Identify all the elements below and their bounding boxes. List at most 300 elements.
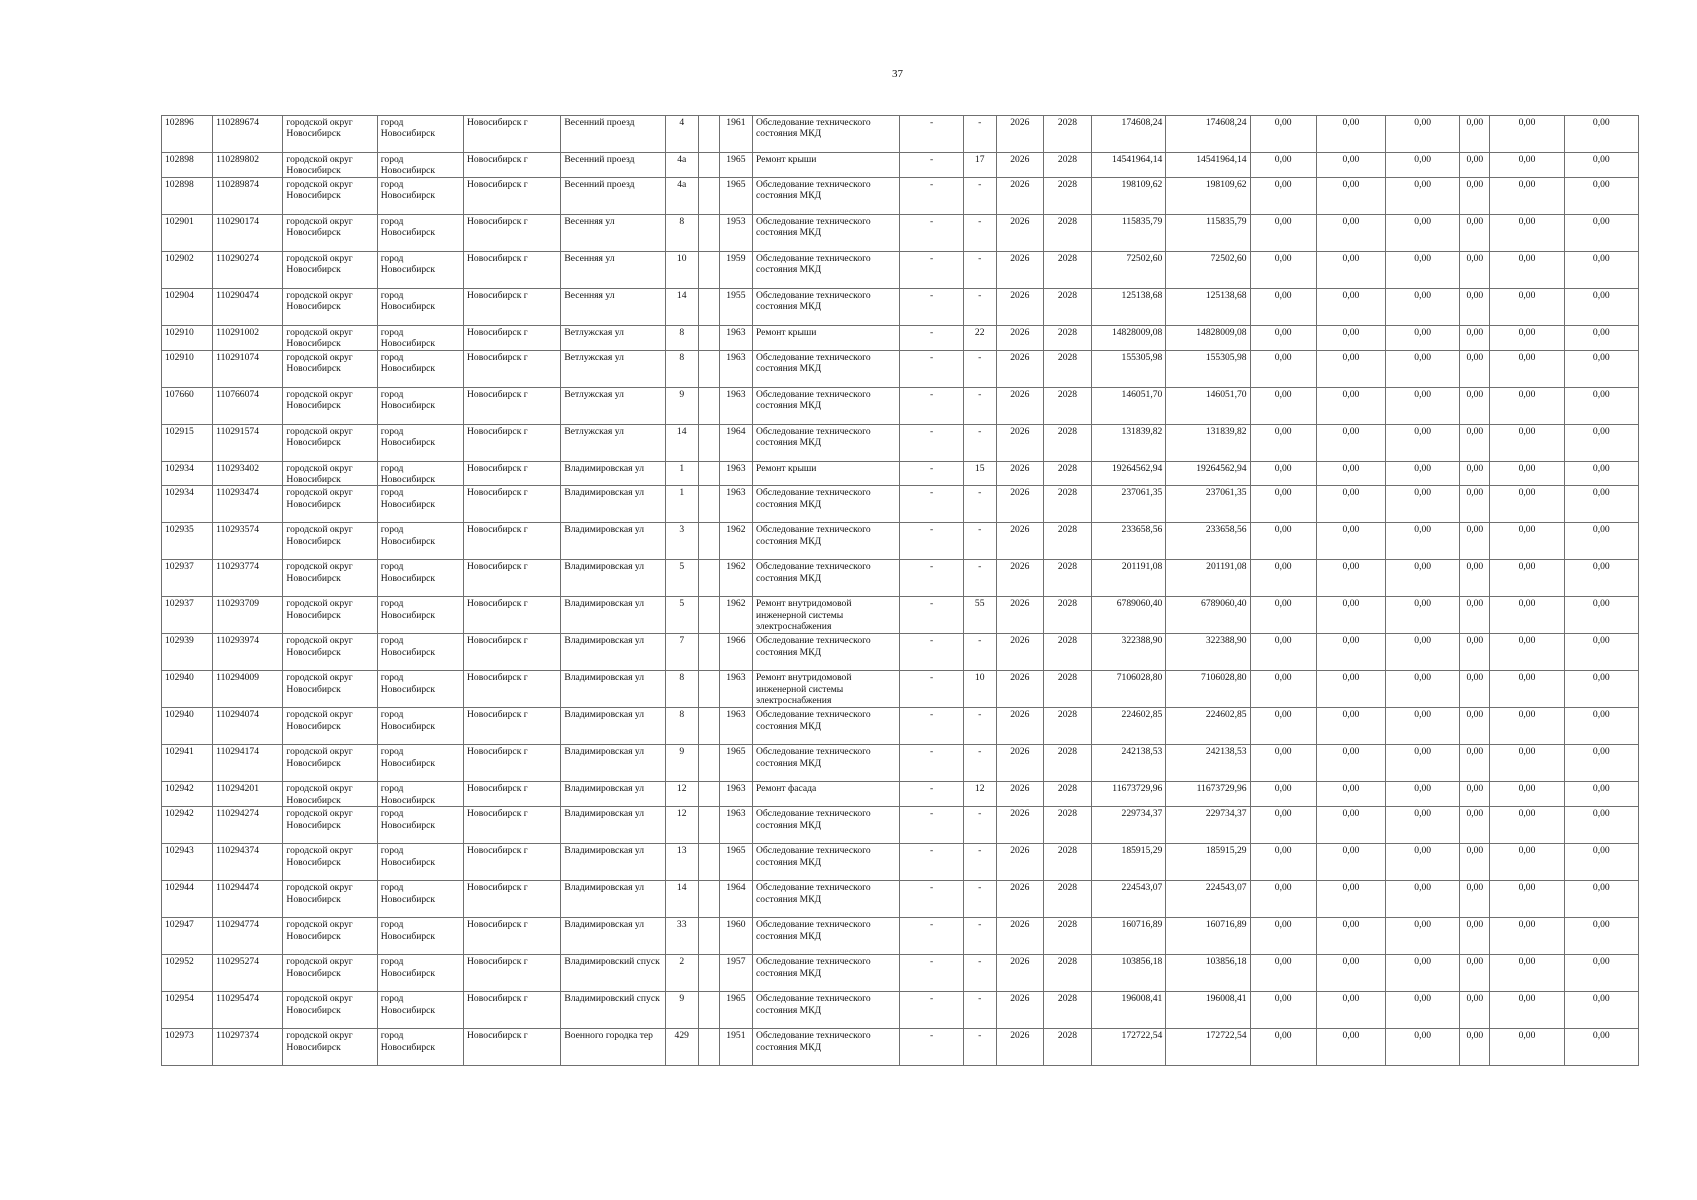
cell-cost-owners: 0,00: [1490, 560, 1564, 597]
cell-cost-owners: 0,00: [1490, 350, 1564, 387]
cell-settlement: город Новосибирск: [377, 918, 463, 955]
cell-unit: -: [900, 214, 963, 251]
table-row: [162, 177, 1639, 214]
cell-total-cost: 72502,60: [1092, 251, 1166, 288]
cell-building: [698, 881, 719, 918]
cell-work-type: Обследование технического состояния МКД: [752, 486, 899, 523]
cell-work-type: Обследование технического состояния МКД: [752, 560, 899, 597]
cell-total-cost: 172722,54: [1092, 1029, 1166, 1066]
cell-end-year: 2028: [1043, 214, 1091, 251]
cell-cost-other: 0,00: [1564, 782, 1638, 807]
cell-cost-owners-share: 0,00: [1460, 708, 1490, 745]
cell-cost-local: 0,00: [1386, 634, 1460, 671]
cell-cost-fund: 237061,35: [1166, 486, 1250, 523]
cell-unit: -: [900, 251, 963, 288]
cell-locality: Новосибирск г: [464, 782, 561, 807]
cell-cost-regional: 0,00: [1316, 214, 1385, 251]
cell-unit: -: [900, 597, 963, 634]
cell-end-year: 2028: [1043, 325, 1091, 350]
cell-cost-other: 0,00: [1564, 881, 1638, 918]
cell-object-id: 102954: [162, 992, 213, 1029]
table-row: [162, 560, 1639, 597]
cell-start-year: 2026: [996, 486, 1043, 523]
cell-cost-other: 0,00: [1564, 288, 1638, 325]
cell-building: [698, 1029, 719, 1066]
cell-cost-other: 0,00: [1564, 597, 1638, 634]
cell-street: Весенний проезд: [561, 116, 665, 153]
cell-end-year: 2028: [1043, 634, 1091, 671]
cell-year-built: 1962: [719, 560, 752, 597]
cell-start-year: 2026: [996, 708, 1043, 745]
cell-cost-federal: 0,00: [1250, 918, 1316, 955]
cell-municipal-district: городской округ Новосибирск: [283, 745, 377, 782]
cell-cost-regional: 0,00: [1316, 597, 1385, 634]
cell-cost-local: 0,00: [1386, 424, 1460, 461]
cell-cost-local: 0,00: [1386, 387, 1460, 424]
cell-total-cost: 19264562,94: [1092, 461, 1166, 486]
cell-object-id: 102937: [162, 597, 213, 634]
cell-settlement: город Новосибирск: [377, 153, 463, 178]
cell-end-year: 2028: [1043, 424, 1091, 461]
register-body: [162, 116, 1639, 1066]
cell-settlement: город Новосибирск: [377, 708, 463, 745]
cell-start-year: 2026: [996, 288, 1043, 325]
cell-locality: Новосибирск г: [464, 671, 561, 708]
cell-year-built: 1957: [719, 955, 752, 992]
cell-cost-owners-share: 0,00: [1460, 350, 1490, 387]
cell-object-id: 102896: [162, 116, 213, 153]
cell-building: [698, 955, 719, 992]
cell-settlement: город Новосибирск: [377, 387, 463, 424]
cell-municipal-district: городской округ Новосибирск: [283, 955, 377, 992]
cell-unit: -: [900, 745, 963, 782]
cell-total-cost: 322388,90: [1092, 634, 1166, 671]
cell-cost-regional: 0,00: [1316, 251, 1385, 288]
cell-work-type: Обследование технического состояния МКД: [752, 116, 899, 153]
cell-cost-owners-share: 0,00: [1460, 807, 1490, 844]
cell-work-id: 110290274: [213, 251, 283, 288]
cell-locality: Новосибирск г: [464, 350, 561, 387]
cell-end-year: 2028: [1043, 881, 1091, 918]
cell-work-id: 110293709: [213, 597, 283, 634]
cell-work-type: Обследование технического состояния МКД: [752, 214, 899, 251]
cell-locality: Новосибирск г: [464, 844, 561, 881]
cell-quantity: 55: [963, 597, 996, 634]
cell-cost-fund: 7106028,80: [1166, 671, 1250, 708]
cell-cost-local: 0,00: [1386, 745, 1460, 782]
cell-end-year: 2028: [1043, 918, 1091, 955]
cell-cost-other: 0,00: [1564, 560, 1638, 597]
cell-work-id: 110294474: [213, 881, 283, 918]
cell-cost-owners: 0,00: [1490, 177, 1564, 214]
cell-work-type: Ремонт внутридомовой инженерной системы электроснабжения: [752, 671, 899, 708]
cell-work-id: 110293574: [213, 523, 283, 560]
cell-unit: -: [900, 523, 963, 560]
cell-start-year: 2026: [996, 807, 1043, 844]
cell-cost-fund: 14828009,08: [1166, 325, 1250, 350]
cell-municipal-district: городской округ Новосибирск: [283, 387, 377, 424]
cell-cost-other: 0,00: [1564, 523, 1638, 560]
cell-work-type: Обследование технического состояния МКД: [752, 881, 899, 918]
cell-work-type: Ремонт крыши: [752, 461, 899, 486]
cell-unit: -: [900, 560, 963, 597]
cell-cost-owners: 0,00: [1490, 214, 1564, 251]
cell-end-year: 2028: [1043, 1029, 1091, 1066]
cell-locality: Новосибирск г: [464, 955, 561, 992]
cell-total-cost: 6789060,40: [1092, 597, 1166, 634]
cell-start-year: 2026: [996, 1029, 1043, 1066]
cell-building: [698, 461, 719, 486]
cell-quantity: -: [963, 177, 996, 214]
cell-house-number: 4а: [665, 153, 698, 178]
cell-municipal-district: городской округ Новосибирск: [283, 523, 377, 560]
cell-cost-local: 0,00: [1386, 486, 1460, 523]
cell-object-id: 102934: [162, 461, 213, 486]
cell-locality: Новосибирск г: [464, 288, 561, 325]
cell-cost-local: 0,00: [1386, 671, 1460, 708]
cell-work-id: 110291074: [213, 350, 283, 387]
cell-cost-owners: 0,00: [1490, 288, 1564, 325]
cell-cost-federal: 0,00: [1250, 807, 1316, 844]
cell-locality: Новосибирск г: [464, 807, 561, 844]
cell-total-cost: 11673729,96: [1092, 782, 1166, 807]
table-row: [162, 992, 1639, 1029]
cell-locality: Новосибирск г: [464, 708, 561, 745]
cell-quantity: 22: [963, 325, 996, 350]
cell-settlement: город Новосибирск: [377, 1029, 463, 1066]
cell-unit: -: [900, 955, 963, 992]
cell-quantity: -: [963, 251, 996, 288]
cell-cost-owners: 0,00: [1490, 523, 1564, 560]
cell-locality: Новосибирск г: [464, 251, 561, 288]
cell-total-cost: 115835,79: [1092, 214, 1166, 251]
cell-street: Ветлужская ул: [561, 325, 665, 350]
cell-house-number: 5: [665, 560, 698, 597]
cell-end-year: 2028: [1043, 560, 1091, 597]
cell-municipal-district: городской округ Новосибирск: [283, 560, 377, 597]
cell-cost-owners: 0,00: [1490, 116, 1564, 153]
table-row: [162, 955, 1639, 992]
cell-work-type: Обследование технического состояния МКД: [752, 523, 899, 560]
cell-work-type: Ремонт крыши: [752, 325, 899, 350]
cell-settlement: город Новосибирск: [377, 523, 463, 560]
cell-total-cost: 131839,82: [1092, 424, 1166, 461]
cell-object-id: 102910: [162, 325, 213, 350]
cell-cost-owners: 0,00: [1490, 782, 1564, 807]
cell-cost-owners-share: 0,00: [1460, 387, 1490, 424]
cell-quantity: -: [963, 523, 996, 560]
cell-start-year: 2026: [996, 177, 1043, 214]
cell-quantity: -: [963, 486, 996, 523]
cell-municipal-district: городской округ Новосибирск: [283, 634, 377, 671]
cell-year-built: 1962: [719, 523, 752, 560]
cell-locality: Новосибирск г: [464, 745, 561, 782]
table-row: [162, 424, 1639, 461]
cell-total-cost: 160716,89: [1092, 918, 1166, 955]
cell-settlement: город Новосибирск: [377, 325, 463, 350]
cell-house-number: 8: [665, 214, 698, 251]
cell-cost-owners: 0,00: [1490, 597, 1564, 634]
cell-cost-fund: 19264562,94: [1166, 461, 1250, 486]
cell-cost-other: 0,00: [1564, 844, 1638, 881]
cell-work-type: Обследование технического состояния МКД: [752, 918, 899, 955]
cell-cost-owners: 0,00: [1490, 671, 1564, 708]
cell-cost-owners: 0,00: [1490, 745, 1564, 782]
cell-year-built: 1965: [719, 992, 752, 1029]
cell-quantity: 10: [963, 671, 996, 708]
cell-cost-federal: 0,00: [1250, 708, 1316, 745]
cell-locality: Новосибирск г: [464, 177, 561, 214]
cell-unit: -: [900, 881, 963, 918]
cell-start-year: 2026: [996, 153, 1043, 178]
cell-cost-local: 0,00: [1386, 461, 1460, 486]
cell-cost-owners-share: 0,00: [1460, 634, 1490, 671]
cell-building: [698, 918, 719, 955]
cell-locality: Новосибирск г: [464, 486, 561, 523]
cell-cost-local: 0,00: [1386, 214, 1460, 251]
cell-unit: -: [900, 350, 963, 387]
table-row: [162, 918, 1639, 955]
cell-object-id: 102934: [162, 486, 213, 523]
cell-start-year: 2026: [996, 461, 1043, 486]
cell-year-built: 1960: [719, 918, 752, 955]
cell-total-cost: 155305,98: [1092, 350, 1166, 387]
cell-street: Ветлужская ул: [561, 387, 665, 424]
cell-work-id: 110294374: [213, 844, 283, 881]
cell-start-year: 2026: [996, 881, 1043, 918]
cell-work-type: Обследование технического состояния МКД: [752, 745, 899, 782]
cell-building: [698, 634, 719, 671]
table-row: [162, 844, 1639, 881]
cell-cost-other: 0,00: [1564, 153, 1638, 178]
cell-street: Владимировская ул: [561, 782, 665, 807]
cell-locality: Новосибирск г: [464, 881, 561, 918]
cell-cost-regional: 0,00: [1316, 708, 1385, 745]
cell-street: Владимировский спуск: [561, 955, 665, 992]
cell-year-built: 1962: [719, 597, 752, 634]
cell-year-built: 1963: [719, 461, 752, 486]
cell-start-year: 2026: [996, 523, 1043, 560]
cell-settlement: город Новосибирск: [377, 745, 463, 782]
cell-object-id: 102942: [162, 807, 213, 844]
cell-unit: -: [900, 325, 963, 350]
cell-cost-other: 0,00: [1564, 918, 1638, 955]
cell-cost-regional: 0,00: [1316, 116, 1385, 153]
table-row: [162, 745, 1639, 782]
cell-building: [698, 745, 719, 782]
cell-end-year: 2028: [1043, 350, 1091, 387]
cell-cost-federal: 0,00: [1250, 116, 1316, 153]
cell-locality: Новосибирск г: [464, 424, 561, 461]
cell-street: Владимировская ул: [561, 523, 665, 560]
cell-cost-federal: 0,00: [1250, 424, 1316, 461]
cell-object-id: 102910: [162, 350, 213, 387]
cell-cost-fund: 185915,29: [1166, 844, 1250, 881]
cell-locality: Новосибирск г: [464, 597, 561, 634]
cell-work-id: 110293474: [213, 486, 283, 523]
cell-cost-federal: 0,00: [1250, 153, 1316, 178]
cell-cost-fund: 201191,08: [1166, 560, 1250, 597]
cell-cost-owners: 0,00: [1490, 807, 1564, 844]
cell-object-id: 102943: [162, 844, 213, 881]
cell-year-built: 1963: [719, 350, 752, 387]
cell-cost-owners-share: 0,00: [1460, 597, 1490, 634]
cell-cost-owners-share: 0,00: [1460, 251, 1490, 288]
cell-quantity: -: [963, 745, 996, 782]
cell-municipal-district: городской округ Новосибирск: [283, 325, 377, 350]
cell-house-number: 1: [665, 461, 698, 486]
cell-cost-federal: 0,00: [1250, 992, 1316, 1029]
cell-locality: Новосибирск г: [464, 387, 561, 424]
cell-building: [698, 486, 719, 523]
cell-settlement: город Новосибирск: [377, 461, 463, 486]
cell-street: Владимировская ул: [561, 671, 665, 708]
cell-cost-fund: 224602,85: [1166, 708, 1250, 745]
cell-house-number: 4а: [665, 177, 698, 214]
cell-unit: -: [900, 807, 963, 844]
table-row: [162, 461, 1639, 486]
cell-object-id: 102935: [162, 523, 213, 560]
cell-end-year: 2028: [1043, 597, 1091, 634]
cell-unit: -: [900, 116, 963, 153]
cell-street: Владимировская ул: [561, 597, 665, 634]
cell-cost-regional: 0,00: [1316, 1029, 1385, 1066]
table-row: [162, 214, 1639, 251]
cell-cost-federal: 0,00: [1250, 1029, 1316, 1066]
cell-quantity: -: [963, 1029, 996, 1066]
cell-quantity: -: [963, 708, 996, 745]
table-row: [162, 486, 1639, 523]
cell-unit: -: [900, 634, 963, 671]
cell-cost-regional: 0,00: [1316, 325, 1385, 350]
cell-work-type: Обследование технического состояния МКД: [752, 634, 899, 671]
cell-settlement: город Новосибирск: [377, 844, 463, 881]
cell-street: Весенний проезд: [561, 177, 665, 214]
cell-cost-owners: 0,00: [1490, 461, 1564, 486]
cell-work-type: Обследование технического состояния МКД: [752, 1029, 899, 1066]
cell-start-year: 2026: [996, 597, 1043, 634]
cell-house-number: 4: [665, 116, 698, 153]
cell-street: Владимировская ул: [561, 844, 665, 881]
cell-cost-fund: 242138,53: [1166, 745, 1250, 782]
cell-settlement: город Новосибирск: [377, 881, 463, 918]
cell-total-cost: 242138,53: [1092, 745, 1166, 782]
cell-work-type: Обследование технического состояния МКД: [752, 955, 899, 992]
table-row: [162, 288, 1639, 325]
cell-start-year: 2026: [996, 918, 1043, 955]
cell-work-id: 110289674: [213, 116, 283, 153]
cell-quantity: 15: [963, 461, 996, 486]
cell-cost-regional: 0,00: [1316, 782, 1385, 807]
table-row: [162, 634, 1639, 671]
cell-work-id: 110295474: [213, 992, 283, 1029]
page-number: 37: [892, 68, 903, 80]
cell-quantity: -: [963, 844, 996, 881]
cell-house-number: 12: [665, 782, 698, 807]
cell-building: [698, 177, 719, 214]
cell-building: [698, 424, 719, 461]
cell-cost-federal: 0,00: [1250, 288, 1316, 325]
cell-year-built: 1965: [719, 844, 752, 881]
cell-cost-owners: 0,00: [1490, 325, 1564, 350]
cell-settlement: город Новосибирск: [377, 350, 463, 387]
cell-cost-owners-share: 0,00: [1460, 782, 1490, 807]
cell-object-id: 102937: [162, 560, 213, 597]
cell-street: Владимировская ул: [561, 708, 665, 745]
cell-street: Владимировский спуск: [561, 992, 665, 1029]
cell-start-year: 2026: [996, 350, 1043, 387]
cell-end-year: 2028: [1043, 523, 1091, 560]
cell-locality: Новосибирск г: [464, 214, 561, 251]
table-row: [162, 1029, 1639, 1066]
cell-work-id: 110290174: [213, 214, 283, 251]
cell-cost-regional: 0,00: [1316, 153, 1385, 178]
cell-quantity: -: [963, 560, 996, 597]
cell-work-type: Обследование технического состояния МКД: [752, 708, 899, 745]
cell-quantity: -: [963, 424, 996, 461]
cell-cost-local: 0,00: [1386, 325, 1460, 350]
cell-cost-other: 0,00: [1564, 486, 1638, 523]
cell-settlement: город Новосибирск: [377, 992, 463, 1029]
cell-cost-local: 0,00: [1386, 288, 1460, 325]
cell-street: Весенняя ул: [561, 288, 665, 325]
cell-house-number: 9: [665, 745, 698, 782]
cell-work-id: 110291002: [213, 325, 283, 350]
cell-cost-regional: 0,00: [1316, 881, 1385, 918]
table-row: [162, 523, 1639, 560]
cell-settlement: город Новосибирск: [377, 597, 463, 634]
cell-cost-owners-share: 0,00: [1460, 486, 1490, 523]
cell-start-year: 2026: [996, 634, 1043, 671]
cell-settlement: город Новосибирск: [377, 288, 463, 325]
cell-locality: Новосибирск г: [464, 918, 561, 955]
cell-cost-owners: 0,00: [1490, 992, 1564, 1029]
cell-year-built: 1965: [719, 153, 752, 178]
cell-unit: -: [900, 918, 963, 955]
cell-cost-owners-share: 0,00: [1460, 153, 1490, 178]
cell-cost-fund: 233658,56: [1166, 523, 1250, 560]
cell-cost-other: 0,00: [1564, 807, 1638, 844]
cell-cost-owners: 0,00: [1490, 881, 1564, 918]
cell-year-built: 1966: [719, 634, 752, 671]
cell-year-built: 1953: [719, 214, 752, 251]
cell-cost-federal: 0,00: [1250, 671, 1316, 708]
cell-unit: -: [900, 288, 963, 325]
cell-cost-owners-share: 0,00: [1460, 745, 1490, 782]
cell-cost-local: 0,00: [1386, 708, 1460, 745]
cell-cost-fund: 103856,18: [1166, 955, 1250, 992]
cell-settlement: город Новосибирск: [377, 486, 463, 523]
cell-total-cost: 233658,56: [1092, 523, 1166, 560]
cell-total-cost: 146051,70: [1092, 387, 1166, 424]
cell-year-built: 1963: [719, 325, 752, 350]
cell-municipal-district: городской округ Новосибирск: [283, 288, 377, 325]
cell-house-number: 33: [665, 918, 698, 955]
cell-object-id: 102904: [162, 288, 213, 325]
cell-municipal-district: городской округ Новосибирск: [283, 1029, 377, 1066]
cell-cost-regional: 0,00: [1316, 461, 1385, 486]
cell-cost-regional: 0,00: [1316, 671, 1385, 708]
table-row: [162, 671, 1639, 708]
cell-unit: -: [900, 424, 963, 461]
cell-cost-local: 0,00: [1386, 560, 1460, 597]
cell-cost-federal: 0,00: [1250, 325, 1316, 350]
cell-end-year: 2028: [1043, 251, 1091, 288]
cell-quantity: -: [963, 387, 996, 424]
cell-end-year: 2028: [1043, 486, 1091, 523]
cell-cost-regional: 0,00: [1316, 424, 1385, 461]
cell-object-id: 102915: [162, 424, 213, 461]
